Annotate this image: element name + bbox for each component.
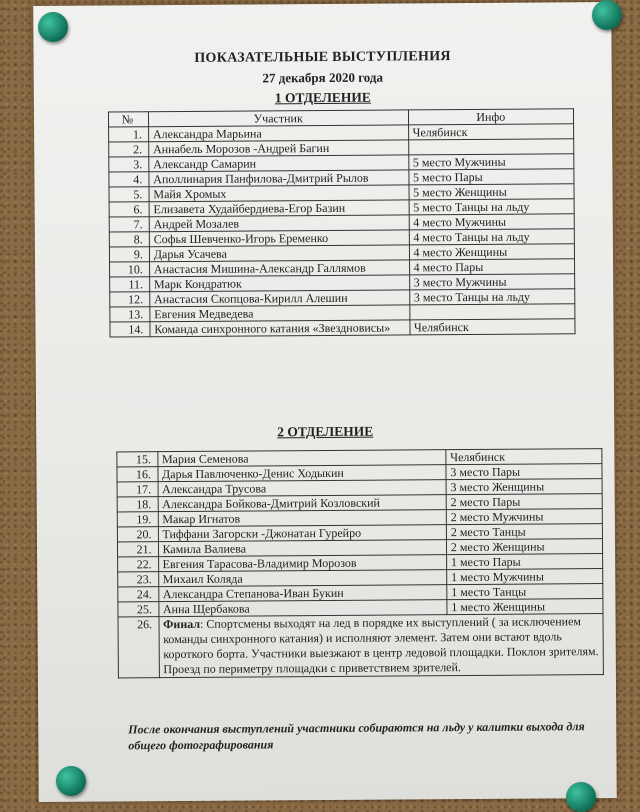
- final-text: : Спортсмены выходят на лед в порядке их выступлений ( за исключением команды синхронного катания) и исполняют элемент. Затем они встают вдоль короткого борта. Участники выезжают в центр ледовой площадки. Поклон зрителям. Проезд по периметру площадки с приветствием зрителей.: [163, 614, 599, 677]
- column-header-participant: Участник: [148, 110, 408, 127]
- row-number: 14.: [110, 322, 150, 337]
- participant-name: Александра Марьина: [148, 125, 408, 142]
- participant-name: Дарья Павлюченко-Денис Ходыкин: [157, 465, 445, 482]
- participant-info: 2 место Пары: [446, 494, 602, 510]
- participant-info: 2 место Женщины: [446, 539, 602, 555]
- participant-name: Тиффани Загорски -Джонатан Гурейро: [158, 525, 446, 542]
- final-row: [118, 614, 603, 678]
- participant-info: 5 место Танцы на льду: [409, 199, 575, 215]
- row-number: 8.: [109, 232, 149, 247]
- participant-info: 1 место Мужчины: [447, 569, 603, 585]
- participant-name: Камила Валиева: [158, 540, 446, 557]
- row-number: 15.: [117, 452, 158, 467]
- final-description: [159, 614, 604, 678]
- participant-info: 2 место Танцы: [446, 524, 602, 540]
- section-1-heading: 1 ОТДЕЛЕНИЕ: [274, 89, 371, 106]
- row-number: 9.: [109, 247, 149, 262]
- page-title: ПОКАЗАТЕЛЬНЫЕ ВЫСТУПЛЕНИЯ: [194, 49, 451, 66]
- row-number: 7.: [109, 217, 149, 232]
- participant-info: Челябинск: [409, 319, 575, 335]
- participant-name: Евгения Медведева: [150, 305, 410, 322]
- participant-info: 4 место Пары: [409, 259, 575, 275]
- participant-info: Челябинск: [408, 124, 574, 140]
- participant-name: Александра Степанова-Иван Букин: [158, 585, 446, 602]
- participant-name: Анастасия Скопцова-Кирилл Алешин: [150, 290, 410, 307]
- row-number: 4.: [109, 172, 149, 187]
- section-2-table: [116, 448, 604, 678]
- participant-info: 1 место Женщины: [447, 599, 603, 615]
- printed-sheet: [33, 2, 617, 802]
- pushpin-icon: [566, 782, 596, 812]
- row-number: 17.: [117, 482, 158, 497]
- participant-name: Софья Шевченко-Игорь Еременко: [149, 230, 409, 247]
- participant-info: 3 место Пары: [446, 464, 602, 480]
- row-number: 13.: [110, 307, 150, 322]
- participant-name: Михаил Коляда: [158, 570, 446, 587]
- pushpin-icon: [592, 0, 622, 30]
- row-number: 2.: [109, 142, 149, 157]
- row-number: 20.: [117, 527, 158, 542]
- participant-name: Анна Щербакова: [158, 600, 446, 617]
- participant-info: [408, 139, 574, 155]
- participant-name: Евгения Тарасова-Владимир Морозов: [158, 555, 446, 572]
- footer-note: После окончания выступлений участники собираются на льду у калитки выхода для общего фотографирования: [128, 719, 585, 753]
- row-number: 16.: [117, 467, 158, 482]
- section-1-rows: [109, 124, 575, 337]
- participant-info: 2 место Мужчины: [446, 509, 602, 525]
- table-row: [110, 319, 575, 337]
- participant-info: Челябинск: [446, 449, 602, 465]
- participant-info: 4 место Женщины: [409, 244, 575, 260]
- pushpin-icon: [38, 12, 68, 42]
- row-number: 11.: [110, 277, 150, 292]
- participant-name: Марк Кондратюк: [149, 275, 409, 292]
- pushpin-icon: [56, 766, 86, 796]
- section-2-heading: 2 ОТДЕЛЕНИЕ: [277, 423, 374, 440]
- participant-info: 3 место Танцы на льду: [409, 289, 575, 305]
- participant-info: 3 место Женщины: [446, 479, 602, 495]
- participant-info: 5 место Женщины: [409, 184, 575, 200]
- participant-info: 4 место Танцы на льду: [409, 229, 575, 245]
- participant-name: Александр Самарин: [149, 155, 409, 172]
- section-2-rows: [117, 449, 603, 617]
- participant-name: Аполлинария Панфилова-Дмитрий Рылов: [149, 170, 409, 187]
- participant-name: Мария Семенова: [157, 450, 445, 467]
- row-number: 5.: [109, 187, 149, 202]
- row-number: 18.: [117, 497, 158, 512]
- row-number: 6.: [109, 202, 149, 217]
- participant-info: 4 место Мужчины: [409, 214, 575, 230]
- row-number: 25.: [118, 602, 159, 617]
- participant-info: 5 место Пары: [408, 169, 574, 185]
- row-number: 3.: [109, 157, 149, 172]
- section-1-table: [108, 108, 576, 337]
- participant-name: Александра Бойкова-Дмитрий Козловский: [158, 495, 446, 512]
- row-number: 23.: [118, 572, 159, 587]
- participant-name: Аннабель Морозов -Андрей Багин: [149, 140, 409, 157]
- row-number: 24.: [118, 587, 159, 602]
- row-number: 1.: [109, 127, 149, 142]
- participant-info: 3 место Мужчины: [409, 274, 575, 290]
- participant-info: 1 место Пары: [446, 554, 602, 570]
- participant-info: [409, 304, 575, 320]
- participant-name: Анастасия Мишина-Александр Галлямов: [149, 260, 409, 277]
- row-number: 10.: [110, 262, 150, 277]
- participant-info: 5 место Мужчины: [408, 154, 574, 170]
- row-number: 19.: [117, 512, 158, 527]
- participant-name: Макар Игнатов: [158, 510, 446, 527]
- row-number: 12.: [110, 292, 150, 307]
- row-number: 26.: [118, 617, 159, 678]
- participant-name: Команда синхронного катания «Звездновисы»: [150, 320, 410, 337]
- event-date: 27 декабря 2020 года: [262, 69, 384, 86]
- participant-name: Елизавета Худайбердиева-Егор Базин: [149, 200, 409, 217]
- column-header-info: Инфо: [408, 109, 574, 125]
- row-number: 22.: [118, 557, 159, 572]
- participant-name: Майя Хромых: [149, 185, 409, 202]
- participant-info: 1 место Танцы: [447, 584, 603, 600]
- row-number: 21.: [117, 542, 158, 557]
- final-label: Финал: [163, 616, 201, 632]
- participant-name: Андрей Мозалев: [149, 215, 409, 232]
- participant-name: Дарья Усачева: [149, 245, 409, 262]
- column-header-number: №: [108, 112, 148, 127]
- participant-name: Александра Трусова: [158, 480, 446, 497]
